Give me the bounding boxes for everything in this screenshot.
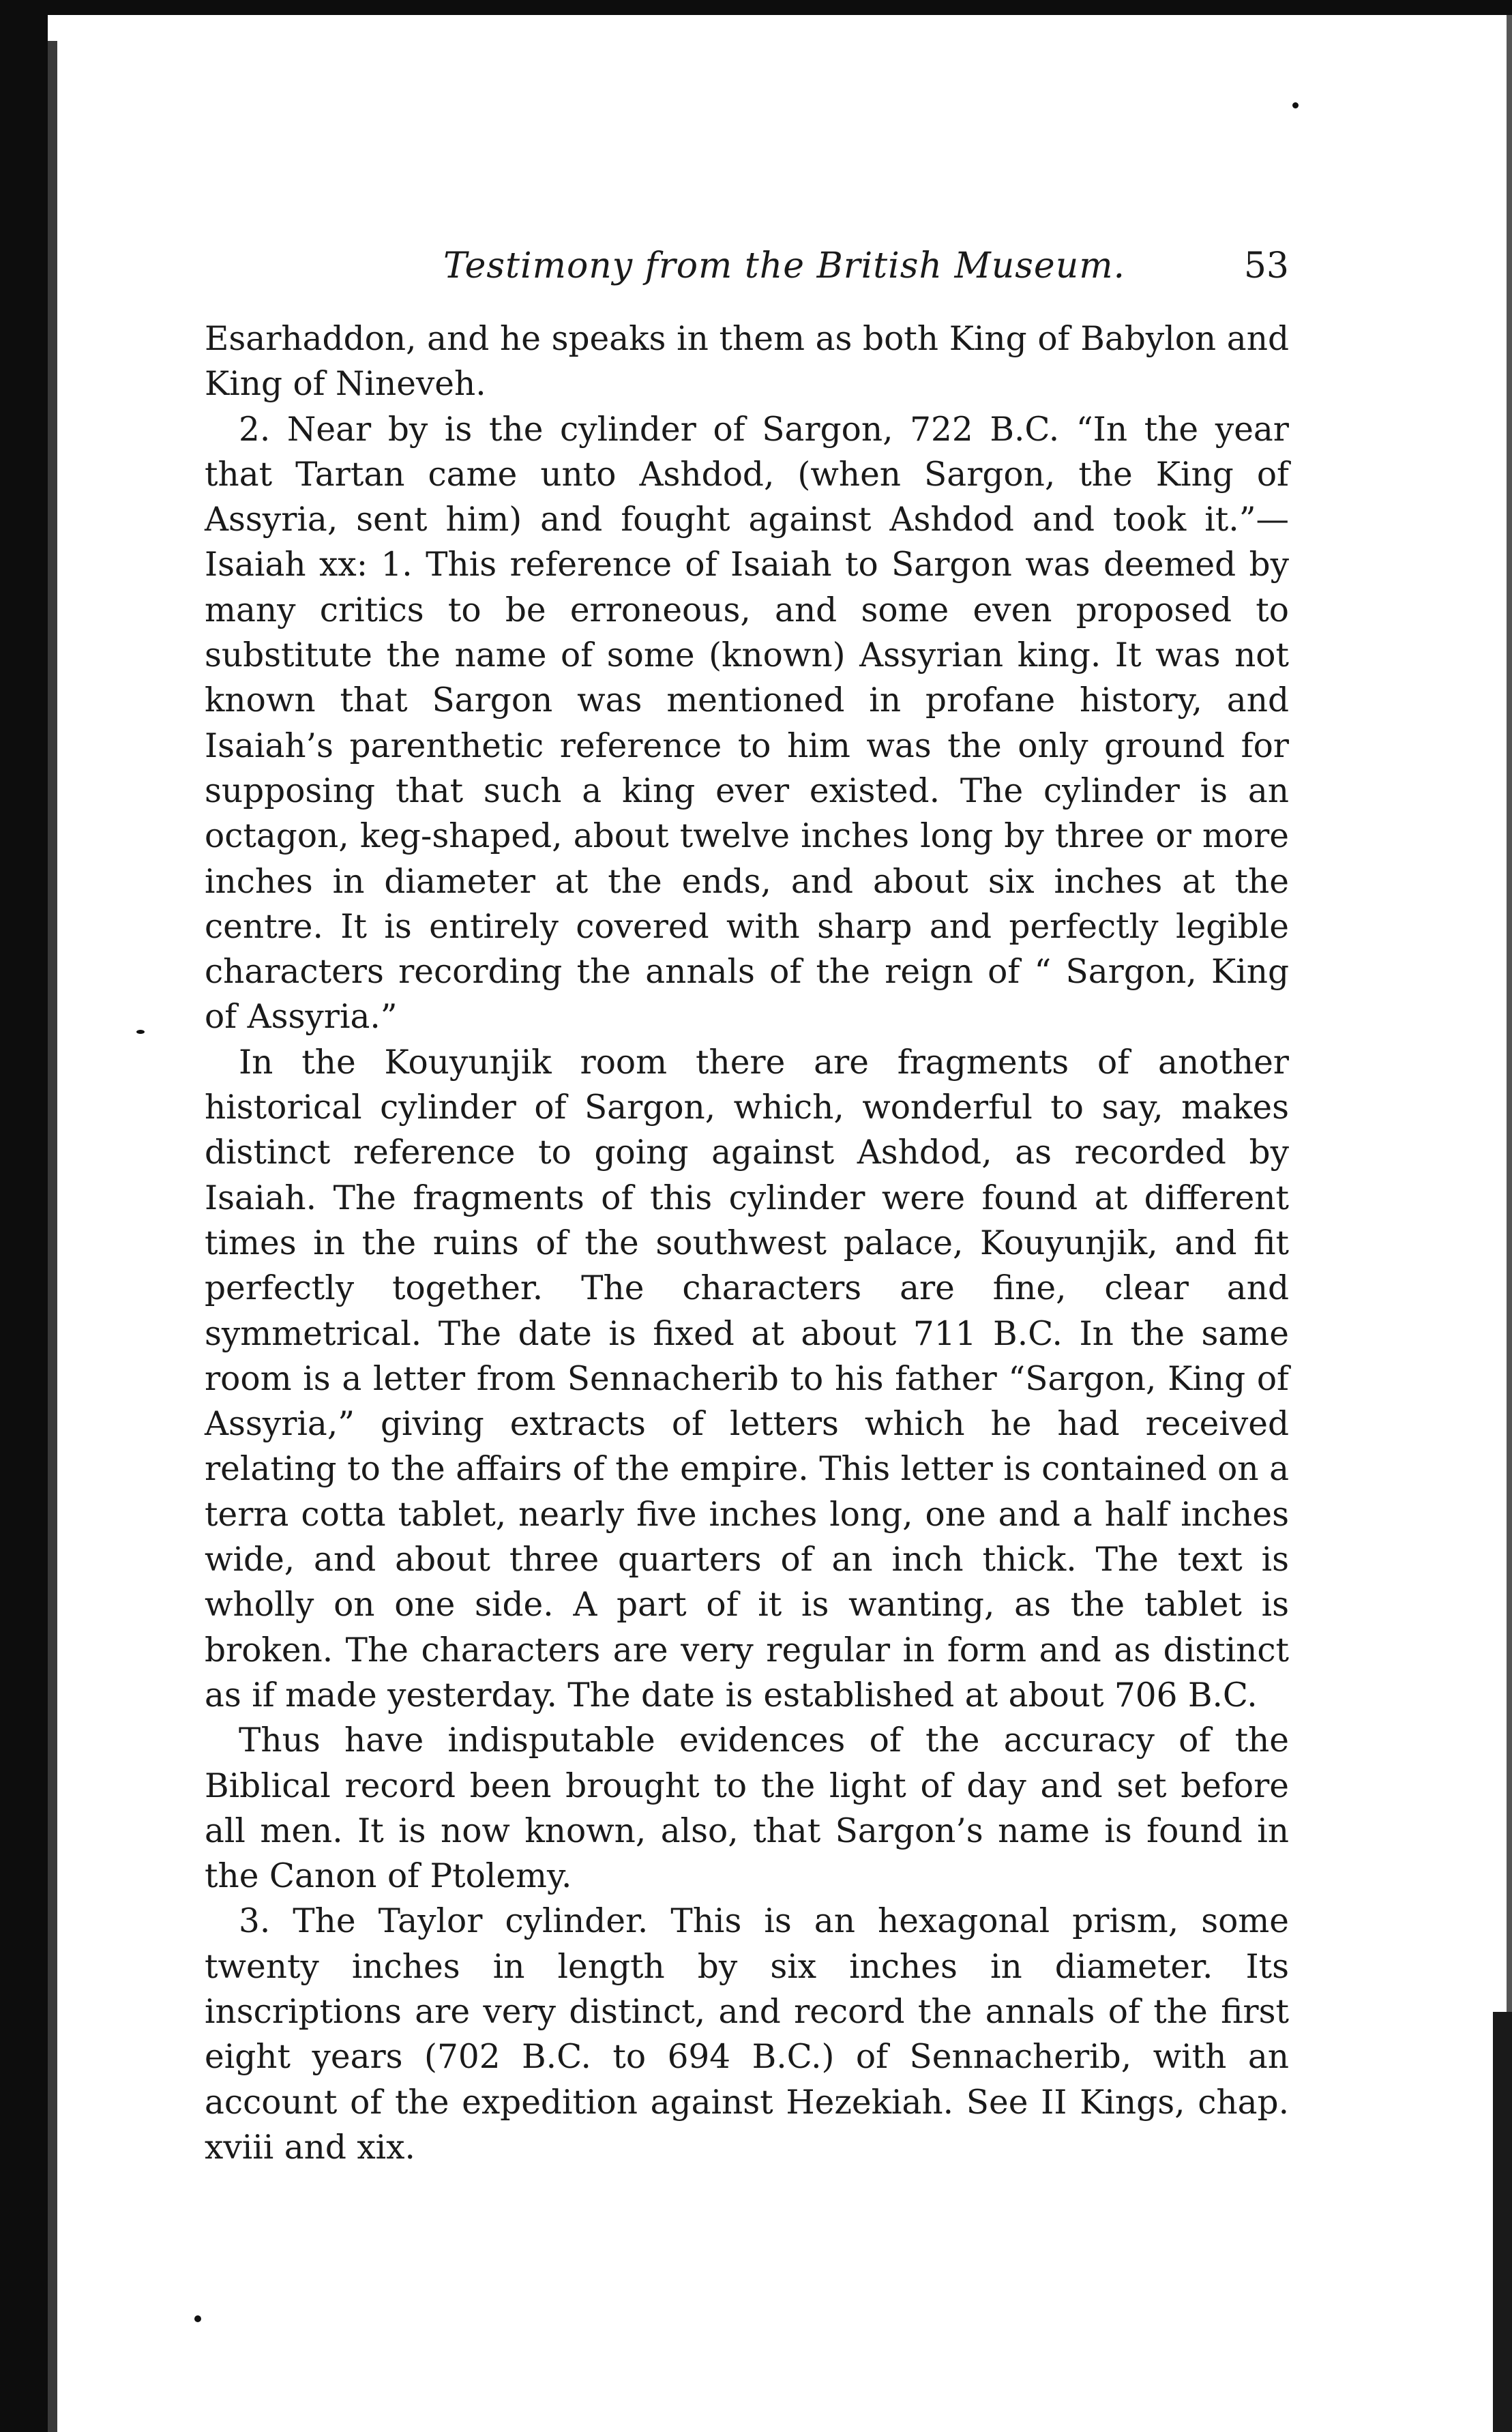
body-text	[205, 316, 1289, 2170]
scan-border-top	[0, 0, 1512, 15]
scan-border-right-bottom	[1493, 2012, 1512, 2432]
paragraph: Thus have indisputable evidences of the accuracy of the Biblical record been brought to the light of day and set before all men. It is now known, also, that Sargon’s name is found in the Canon of Ptolemy.	[205, 1721, 1289, 1896]
running-title: Testimony from the British Museum.	[443, 246, 1126, 286]
scan-speck	[136, 1030, 145, 1034]
scan-border-left-shadow	[48, 41, 57, 2432]
scan-border-right	[1507, 15, 1512, 2012]
book-page	[205, 246, 1289, 2170]
paragraph: Esarhaddon, and he speaks in them as both King of Babylon and King of Nineveh.	[205, 320, 1289, 404]
paragraph: 3. The Taylor cylinder. This is an hexagonal prism, some twenty inches in length by six inches in diameter. Its inscriptions are very distinct, and record the annals of the first eight years (702 B.C. to 694 B.C.) of Sennacherib, with an account of the expedition against Hezekiah. See II Kings, chap. xviii and xix.	[205, 1902, 1289, 2167]
paragraph: In the Kouyunjik room there are fragments of another historical cylinder of Sargon, which, wonderful to say, makes distinct reference to going against Ashdod, as recorded by Isaiah. The fragments of this cylinder were found at different times in the ruins of the southwest palace, Kouyunjik, and fit perfectly together. The characters are fine, clear and symmetrical. The date is fixed at about 711 B.C. In the same room is a letter from Sennacherib to his father “Sargon, King of Assyria,” giving extracts of letters which he had received relating to the affairs of the empire. This letter is contained on a terra cotta tablet, nearly five inches long, one and a half inches wide, and about three quarters of an inch thick. The text is wholly on one side. A part of it is wanting, as the tablet is broken. The characters are very regular in form and as distinct as if made yesterday. The date is established at about 706 B.C.	[205, 1043, 1289, 1715]
paragraph: 2. Near by is the cylinder of Sargon, 722 B.C. “In the year that Tartan came unto Ashdod, (when Sargon, the King of Assyria, sent him) and fought against Ashdod and took it.”—Isaiah xx: 1. This reference of Isaiah to Sargon was deemed by many critics to be erroneous, and some even proposed to substitute the name of some (known) Assyrian king. It was not known that Sargon was mentioned in profane history, and Isaiah’s parenthetic reference to him was the only ground for supposing that such a king ever existed. The cylinder is an octagon, keg-shaped, about twelve inches long by three or more inches in diameter at the ends, and about six inches at the centre. It is entirely covered with sharp and perfectly legible characters recording the annals of the reign of “ Sargon, King of Assyria.”	[205, 410, 1289, 1037]
page-number: 53	[1243, 246, 1289, 286]
scan-border-left	[0, 0, 48, 2432]
scan-speck	[194, 2315, 201, 2322]
scan-speck	[1292, 102, 1299, 108]
running-head	[205, 246, 1289, 307]
